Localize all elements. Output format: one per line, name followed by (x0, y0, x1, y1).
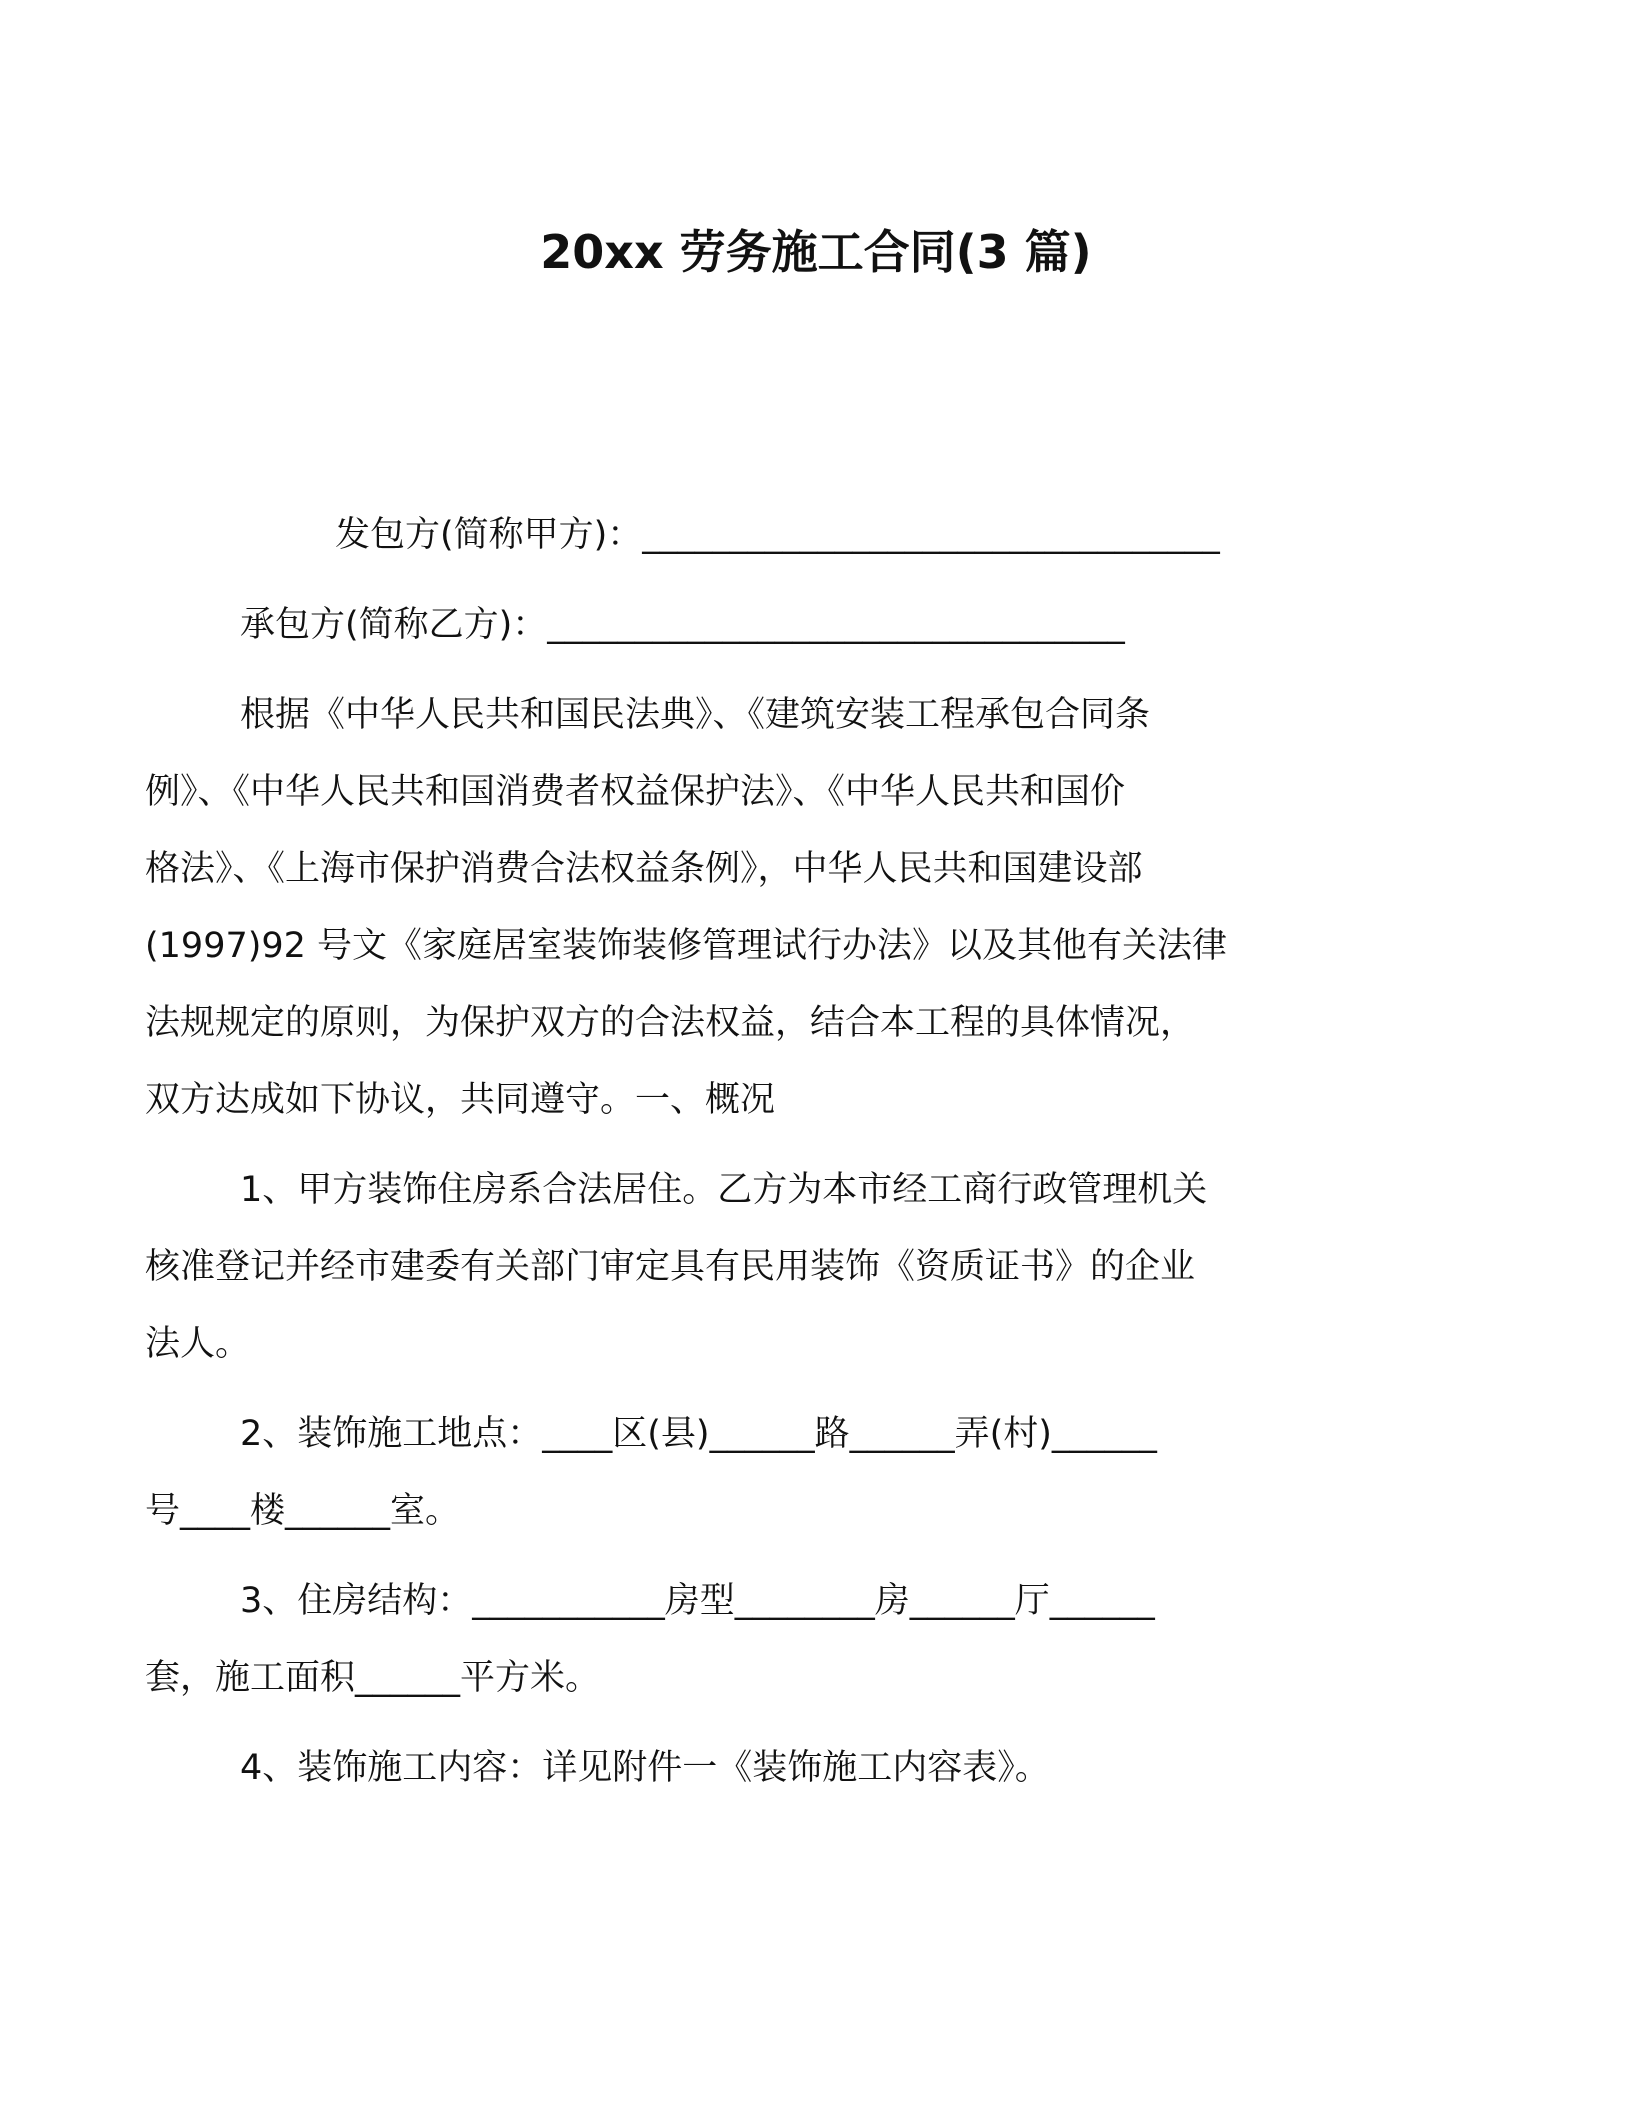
preamble-paragraph (145, 677, 1382, 1139)
text-line: (1997)92 号文《家庭居室装饰装修管理试行办法》以及其他有关法律 (145, 926, 1228, 966)
clause-4-paragraph (145, 1730, 1382, 1807)
text-line: 发包方(简称甲方)：_________________________________ (335, 515, 1220, 555)
text-line: 2、装饰施工地点：____区(县)______路______弄(村)______ (240, 1414, 1157, 1454)
party-a-line (145, 497, 1382, 574)
text-line: 号____楼______室。 (145, 1491, 461, 1531)
text-line: 法人。 (145, 1324, 251, 1364)
party-b-line (145, 587, 1382, 664)
text-line: 双方达成如下协议，共同遵守。一、概况 (145, 1080, 776, 1120)
clause-2-paragraph (145, 1396, 1382, 1550)
text-line: 4、装饰施工内容：详见附件一《装饰施工内容表》。 (240, 1748, 1050, 1788)
text-line: 承包方(简称乙方)：_________________________________ (240, 605, 1125, 645)
clause-1-paragraph (145, 1152, 1382, 1383)
text-line: 套，施工面积______平方米。 (145, 1658, 601, 1698)
document-body (145, 497, 1382, 1820)
text-line: 根据《中华人民共和国民法典》、《建筑安装工程承包合同条 (240, 695, 1151, 735)
text-line: 3、住房结构：___________房型________房______厅______ (240, 1581, 1155, 1621)
clause-3-paragraph (145, 1563, 1382, 1717)
text-line: 例》、《中华人民共和国消费者权益保护法》、《中华人民共和国价 (145, 772, 1126, 812)
text-line: 法规规定的原则，为保护双方的合法权益，结合本工程的具体情况， (145, 1003, 1196, 1043)
document-title: 20xx 劳务施工合同(3 篇) (540, 225, 1092, 279)
text-line: 核准登记并经市建委有关部门审定具有民用装饰《资质证书》的企业 (145, 1247, 1196, 1287)
text-line: 格法》、《上海市保护消费合法权益条例》，中华人民共和国建设部 (145, 849, 1143, 889)
text-line: 1、甲方装饰住房系合法居住。乙方为本市经工商行政管理机关 (240, 1170, 1208, 1210)
